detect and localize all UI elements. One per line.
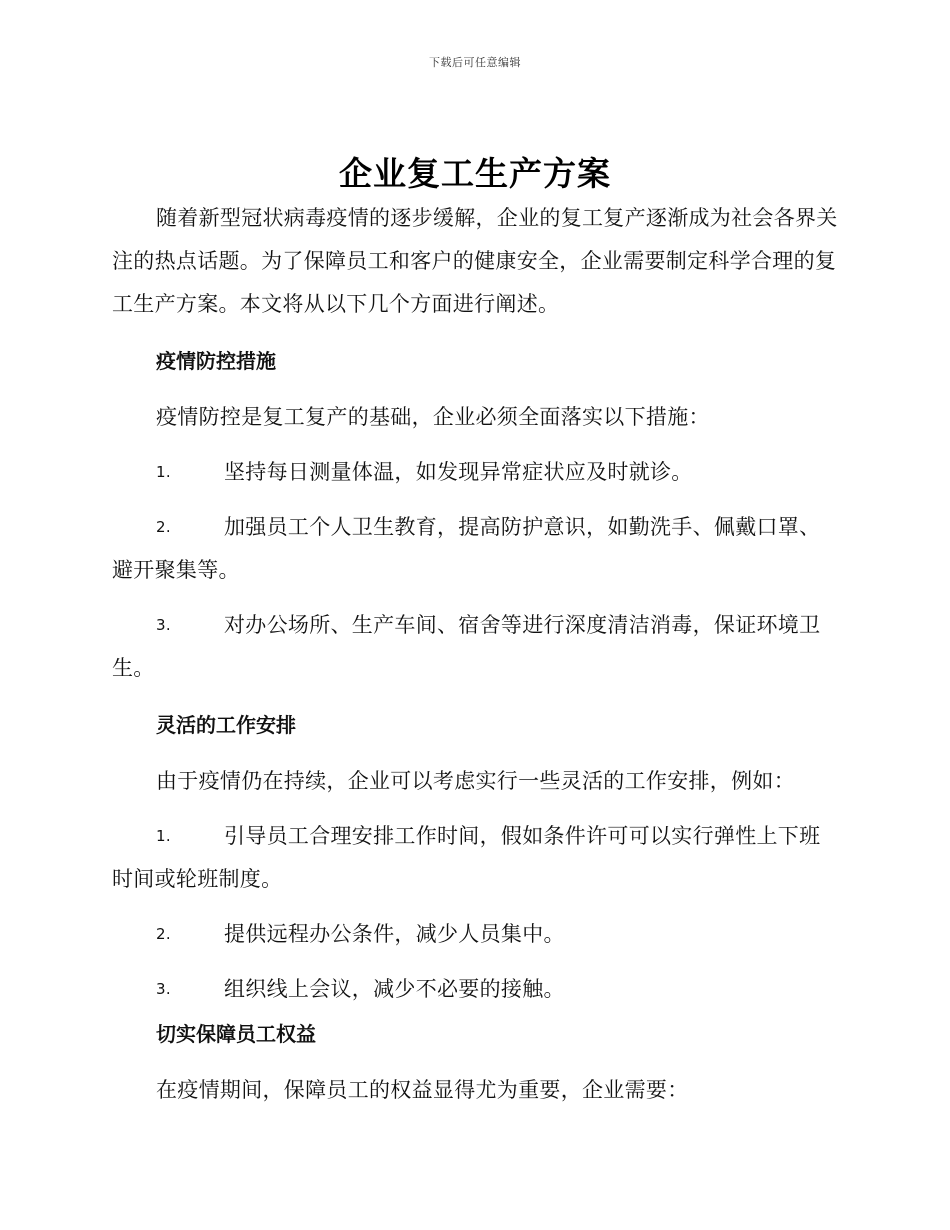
list-number: 1. — [156, 827, 171, 845]
list-number: 3. — [156, 616, 171, 634]
list-item-text: 提供远程办公条件，减少人员集中。 — [224, 922, 565, 946]
section-heading-epidemic-control: 疫情防控措施 — [156, 349, 276, 373]
list-item-text: 组织线上会议，减少不必要的接触。 — [224, 977, 565, 1001]
page-header: 下载后可任意编辑 — [429, 56, 521, 69]
list-item-text: 引导员工合理安排工作时间，假如条件许可可以实行弹性上下班时间或轮班制度。 — [112, 824, 821, 891]
list-item — [112, 451, 838, 494]
list-number: 2. — [156, 925, 171, 943]
section-lead: 由于疫情仍在持续，企业可以考虑实行一些灵活的工作安排，例如： — [156, 769, 795, 793]
list-item — [112, 968, 838, 1011]
list-number: 3. — [156, 980, 171, 998]
document-title: 企业复工生产方案 — [339, 154, 611, 193]
document-body — [112, 197, 838, 1112]
list-number: 2. — [156, 518, 171, 536]
list-item — [112, 506, 838, 592]
section-lead: 在疫情期间，保障员工的权益显得尤为重要，企业需要： — [156, 1078, 689, 1102]
list-item-text: 坚持每日测量体温，如发现异常症状应及时就诊。 — [224, 460, 693, 484]
intro-paragraph: 随着新型冠状病毒疫情的逐步缓解，企业的复工复产逐渐成为社会各界关注的热点话题。为了保障员工和客户的健康安全，企业需要制定科学合理的复工生产方案。本文将从以下几个方面进行阐述。 — [112, 206, 838, 316]
list-item-text: 对办公场所、生产车间、宿舍等进行深度清洁消毒，保证环境卫生。 — [112, 613, 821, 680]
list-item — [112, 913, 838, 956]
list-item — [112, 815, 838, 901]
section-heading-employee-rights: 切实保障员工权益 — [156, 1022, 316, 1046]
list-item-text: 加强员工个人卫生教育，提高防护意识，如勤洗手、佩戴口罩、避开聚集等。 — [112, 515, 821, 582]
list-number: 1. — [156, 463, 171, 481]
list-item — [112, 604, 838, 690]
section-lead: 疫情防控是复工复产的基础，企业必须全面落实以下措施： — [156, 405, 710, 429]
section-heading-flexible-work: 灵活的工作安排 — [156, 713, 296, 737]
